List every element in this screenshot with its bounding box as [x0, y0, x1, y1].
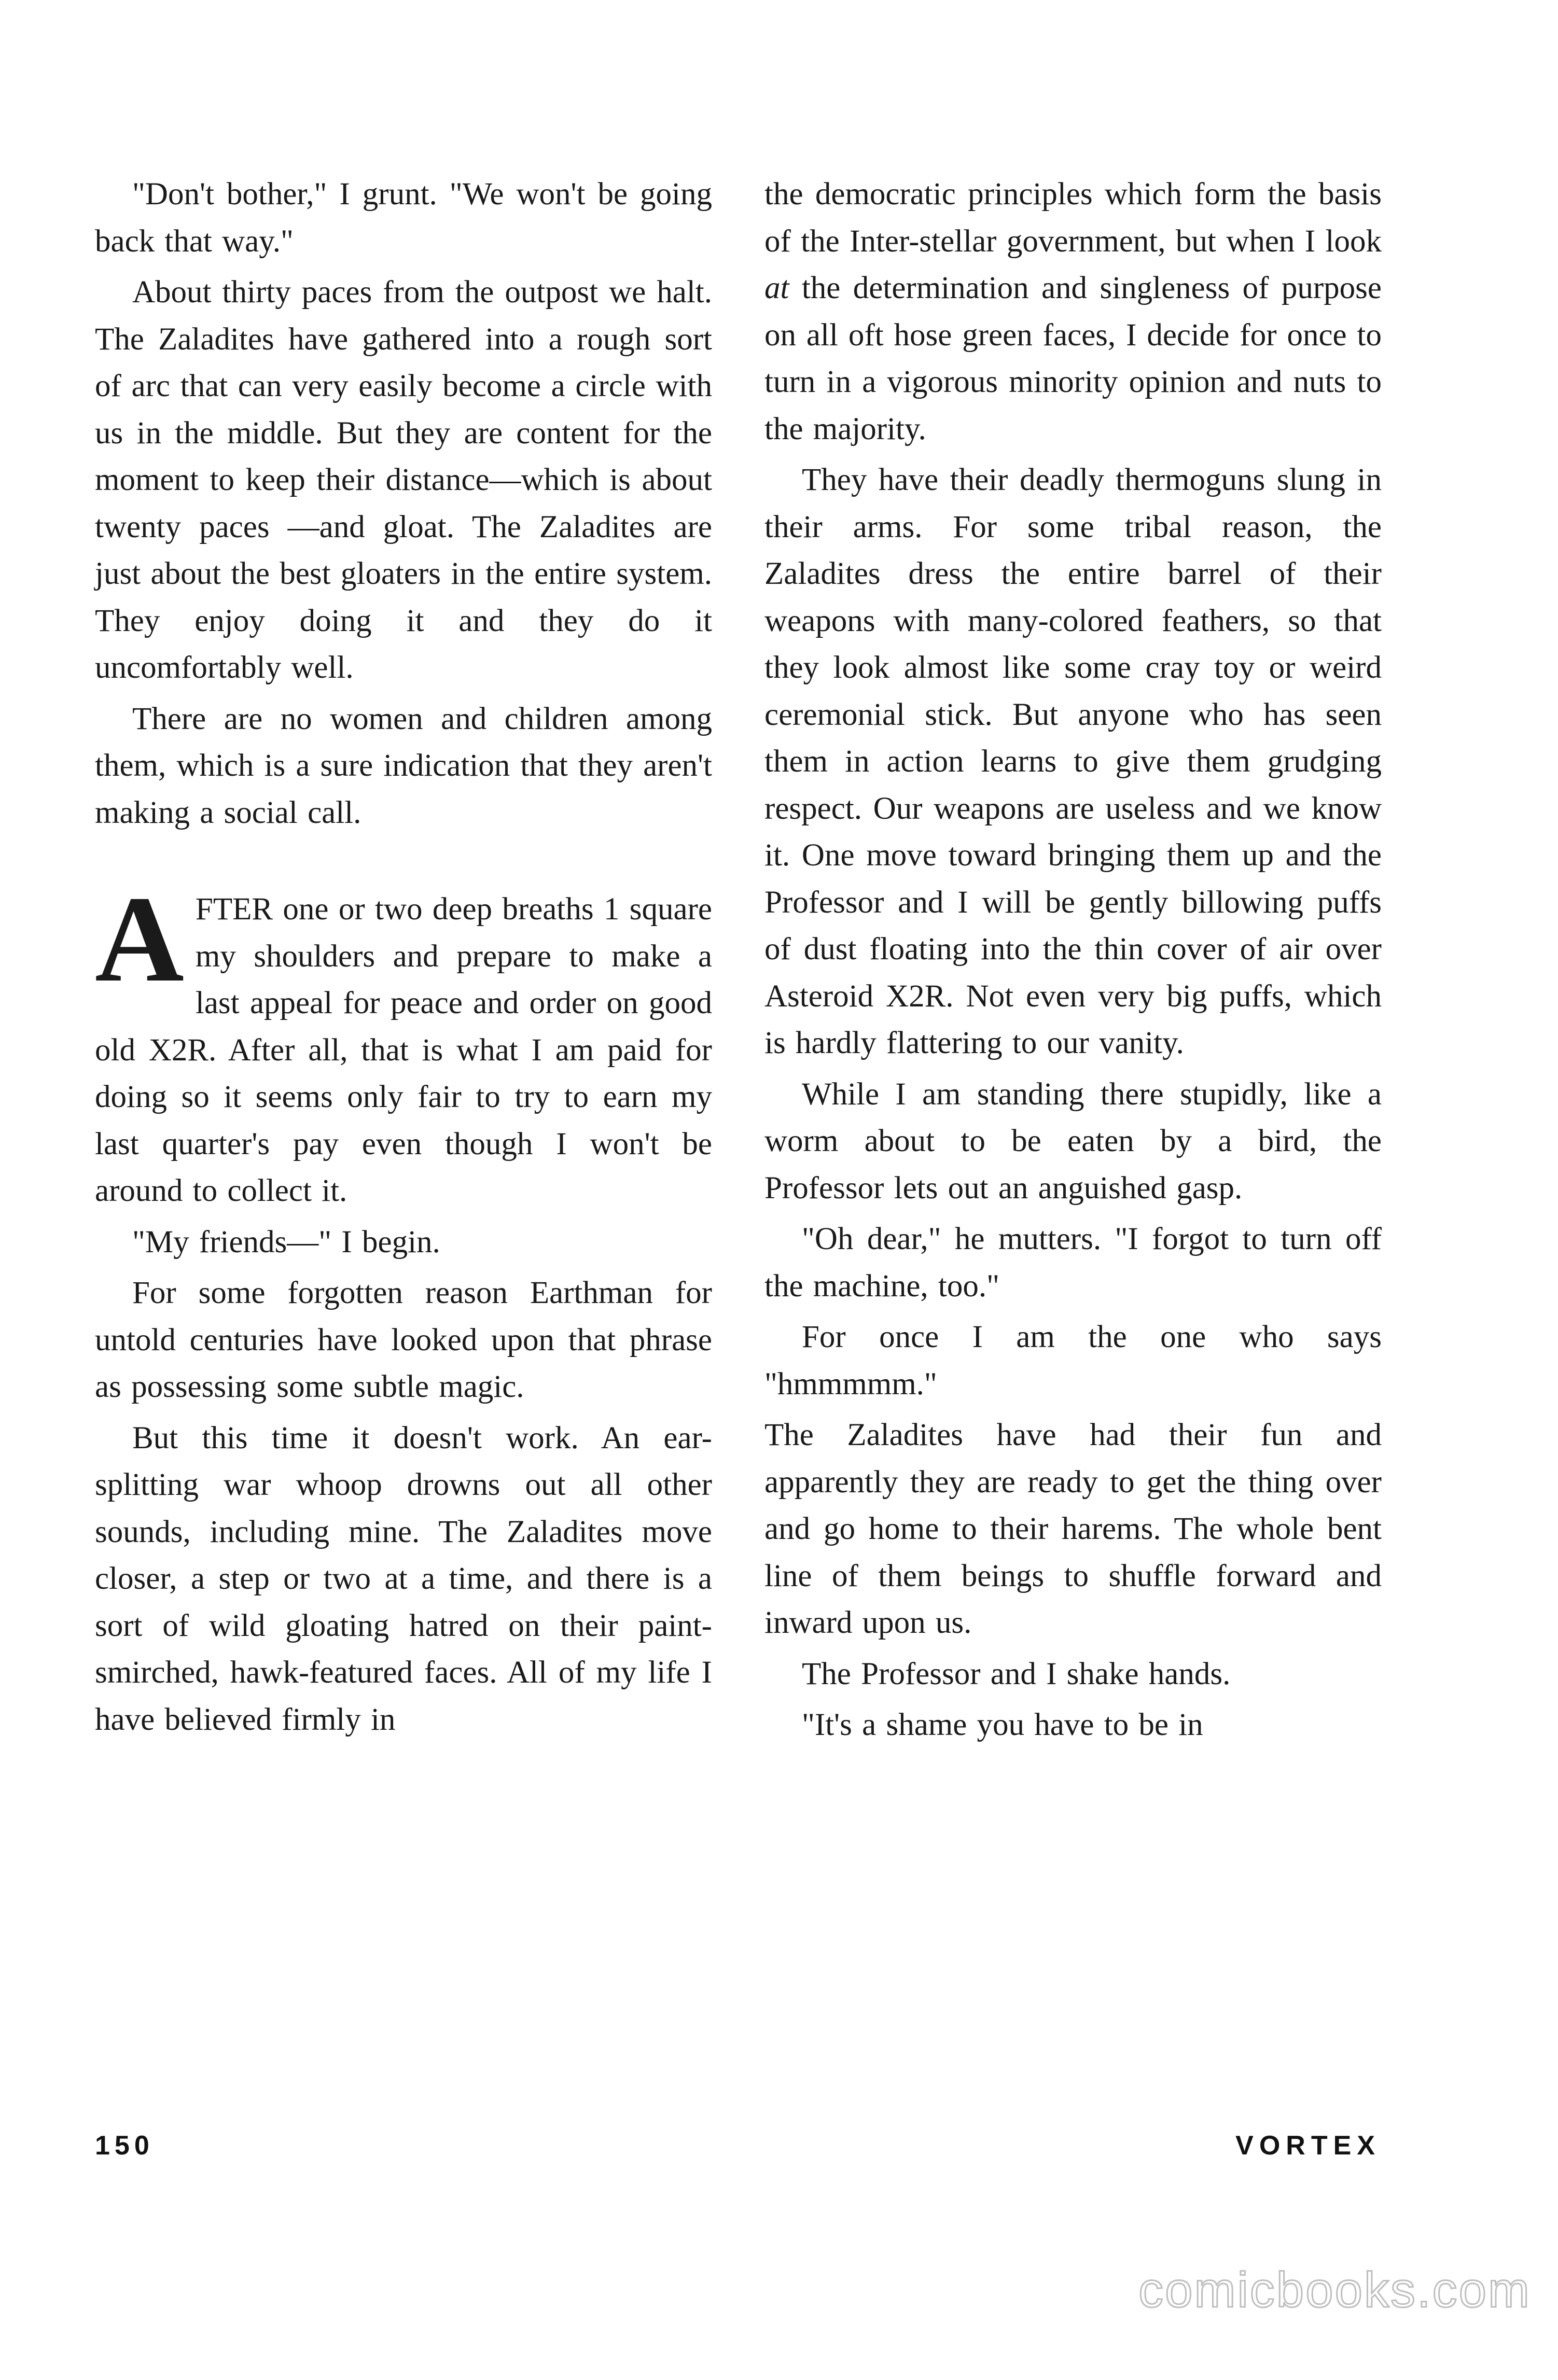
paragraph: While I am standing there stupidly, like a worm about to be eaten by a bird, the Professor lets out an anguished gasp. [764, 1076, 1382, 1206]
paragraph: The Zaladites have had their fun and apparently they are ready to get the thing over and go home to their harems. The whole bent line of them beings to shuffle forward and inward upon us. [764, 1418, 1382, 1640]
paragraph-with-dropcap [95, 871, 712, 1215]
magazine-title: VORTEX [1235, 2131, 1381, 2161]
paragraph: "It's a shame you have to be in [802, 1707, 1203, 1742]
paragraph: About thirty paces from the outpost we halt. The Zaladites have gathered into a rough sort of arc that can very easily become a circle with us in the middle. But they are content for the moment to keep their distance—which is about twenty paces —and gloat. The Zaladites are just about the best gloaters in the entire system. They enjoy doing it and they do it uncomfortably well. [95, 275, 712, 685]
watermark: comicbooks.com [1138, 2262, 1531, 2318]
paragraph: But this time it doesn't work. An ear-splitting war whoop drowns out all other sounds, including mine. The Zaladites move closer, a step or two at a time, and there is a sort of wild gloating hatred on their paint-smirched, hawk-featured faces. All of my life I have believed firmly in [95, 1420, 712, 1737]
right-text-column [764, 171, 1382, 1753]
page-number: 150 [95, 2131, 154, 2161]
italic-word: at [764, 271, 789, 305]
drop-cap: A [95, 871, 184, 1007]
paragraph: The Professor and I shake hands. [802, 1656, 1231, 1691]
paragraph: For once I am the one who says "hmmmmm." [764, 1320, 1382, 1402]
paragraph [764, 171, 1382, 453]
paragraph: "Don't bother," I grunt. "We won't be going back that way." [95, 177, 712, 259]
paragraph: "My friends—" I begin. [132, 1224, 440, 1259]
paragraph: For some forgotten reason Earthman for untold centuries have looked upon that phrase as possessing some subtle magic. [95, 1276, 712, 1404]
paragraph: They have their deadly thermoguns slung in their arms. For some tribal reason, the Zaladites dress the entire barrel of their weapons with many-colored feathers, so that they look almost like some cray toy or weird ceremonial stick. But anyone who has seen them in action learns to give them grudging respect. Our weapons are useless and we know it. One move toward bringing them up and the Professor and I will be gently billowing puffs of dust floating into the thin cover of air over Asteroid X2R. Not even very big puffs, which is hardly flattering to our vanity. [764, 463, 1382, 1060]
left-text-column [95, 171, 712, 1747]
paragraph-text: the determination and singleness of purpose on all oft hose green faces, I decide for once to turn in a vigorous minority opinion and nuts to the majority. [764, 271, 1382, 446]
paragraph: There are no women and children among them, which is a sure indication that they aren't making a social call. [95, 701, 712, 830]
paragraph-text: the democratic principles which form the basis of the Inter-stellar government, but when I look [764, 177, 1382, 259]
paragraph: "Oh dear," he mutters. "I forgot to turn off the machine, too." [764, 1222, 1382, 1304]
paragraph-text: FTER one or two deep breaths 1 square my shoulders and prepare to make a last appeal for peace and order on good old X2R. After all, that is what I am paid for doing so it seems only fair to try to earn my last quarter's pay even though I won't be around to collect it. [95, 892, 712, 1208]
